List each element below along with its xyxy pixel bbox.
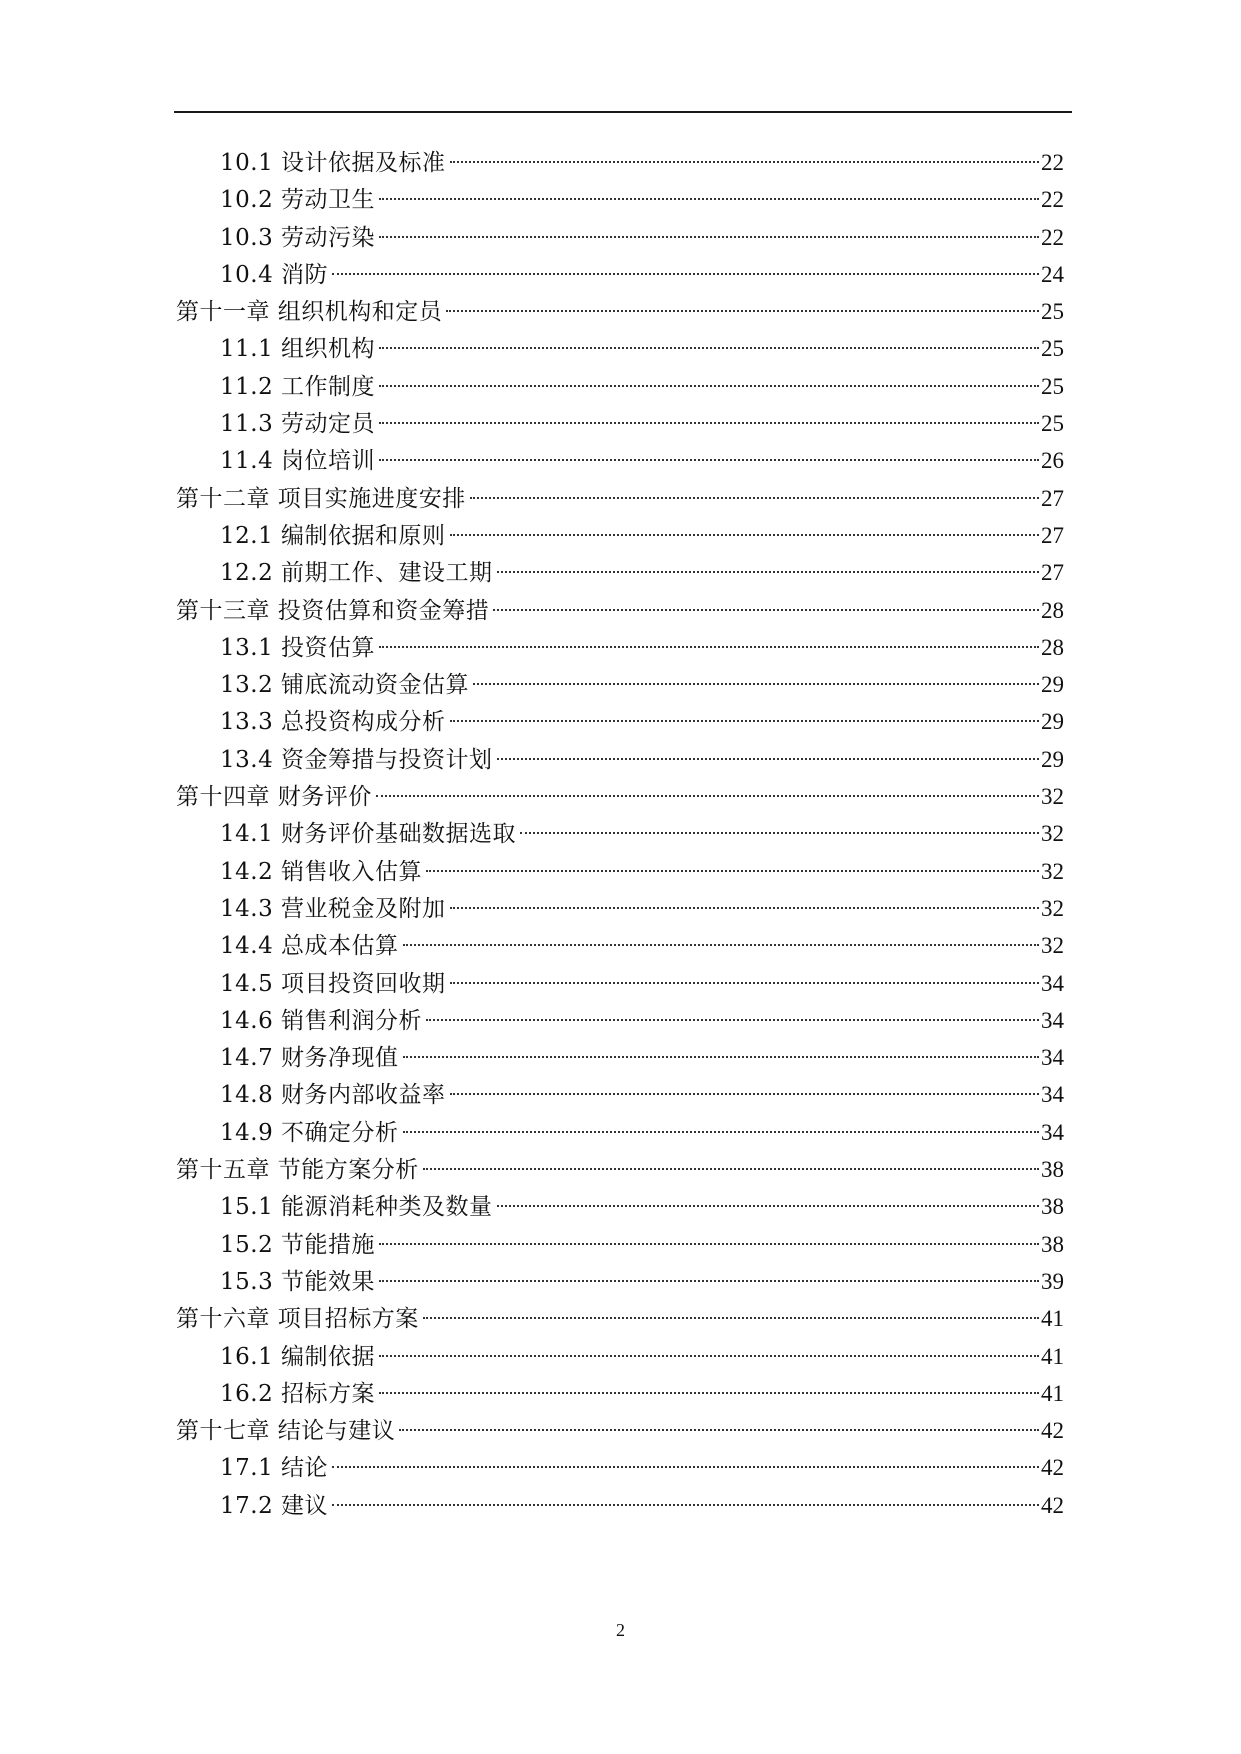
toc-entry-page-number: 24	[1041, 261, 1064, 287]
toc-entry-title: 11.4 岗位培训	[220, 448, 376, 475]
toc-section-entry[interactable]	[176, 890, 1064, 927]
toc-section-entry[interactable]	[176, 330, 1064, 367]
toc-entry-title: 第十一章 组织机构和定员	[176, 299, 443, 326]
toc-entry-page-number: 32	[1041, 784, 1064, 810]
toc-section-entry[interactable]	[176, 965, 1064, 1002]
toc-section-entry[interactable]	[176, 815, 1064, 852]
toc-entry-page-number: 29	[1041, 746, 1064, 772]
toc-dot-leader	[450, 907, 1039, 909]
toc-dot-leader	[426, 870, 1039, 872]
toc-section-entry[interactable]	[176, 741, 1064, 778]
toc-dot-leader	[399, 1429, 1039, 1431]
toc-entry-page-number: 32	[1041, 933, 1064, 959]
toc-chapter-entry[interactable]	[176, 592, 1064, 629]
toc-entry-title: 第十四章 财务评价	[176, 784, 372, 811]
toc-dot-leader	[379, 198, 1039, 200]
toc-entry-page-number: 27	[1041, 485, 1064, 511]
toc-entry-page-number: 29	[1041, 672, 1064, 698]
toc-dot-leader	[497, 571, 1039, 573]
toc-entry-page-number: 29	[1041, 709, 1064, 735]
toc-entry-title: 16.2 招标方案	[220, 1380, 376, 1407]
toc-dot-leader	[379, 1280, 1039, 1282]
toc-entry-title: 15.3 节能效果	[220, 1268, 376, 1295]
toc-section-entry[interactable]	[176, 181, 1064, 218]
toc-entry-title: 12.1 编制依据和原则	[220, 522, 446, 549]
toc-dot-leader	[376, 795, 1039, 797]
toc-dot-leader	[473, 683, 1039, 685]
toc-dot-leader	[379, 459, 1039, 461]
toc-section-entry[interactable]	[176, 666, 1064, 703]
toc-entry-title: 第十五章 节能方案分析	[176, 1157, 419, 1184]
toc-section-entry[interactable]	[176, 703, 1064, 740]
toc-section-entry[interactable]	[176, 554, 1064, 591]
toc-section-entry[interactable]	[176, 853, 1064, 890]
toc-entry-page-number: 41	[1041, 1343, 1064, 1369]
page-number: 2	[616, 1620, 625, 1640]
toc-section-entry[interactable]	[176, 629, 1064, 666]
toc-entry-page-number: 34	[1041, 1007, 1064, 1033]
toc-dot-leader	[379, 347, 1039, 349]
toc-dot-leader	[379, 1355, 1039, 1357]
toc-entry-title: 12.2 前期工作、建设工期	[220, 560, 493, 587]
toc-dot-leader	[520, 832, 1039, 834]
toc-entry-title: 14.8 财务内部收益率	[220, 1082, 446, 1109]
toc-entry-page-number: 32	[1041, 895, 1064, 921]
toc-entry-title: 11.3 劳动定员	[220, 411, 376, 438]
toc-section-entry[interactable]	[176, 1375, 1064, 1412]
toc-entry-title: 13.2 铺底流动资金估算	[220, 672, 470, 699]
toc-entry-title: 13.4 资金筹措与投资计划	[220, 746, 493, 773]
toc-entry-page-number: 38	[1041, 1157, 1064, 1183]
toc-entry-page-number: 38	[1041, 1194, 1064, 1220]
toc-entry-page-number: 34	[1041, 1119, 1064, 1145]
toc-chapter-entry[interactable]	[176, 1300, 1064, 1337]
toc-section-entry[interactable]	[176, 1002, 1064, 1039]
toc-dot-leader	[446, 310, 1039, 312]
toc-chapter-entry[interactable]	[176, 293, 1064, 330]
toc-entry-title: 15.2 节能措施	[220, 1231, 376, 1258]
toc-entry-title: 10.4 消防	[220, 261, 329, 288]
toc-dot-leader	[332, 1504, 1039, 1506]
toc-entry-page-number: 22	[1041, 187, 1064, 213]
header-rule	[174, 111, 1072, 113]
toc-entry-page-number: 28	[1041, 597, 1064, 623]
toc-entry-page-number: 32	[1041, 821, 1064, 847]
toc-section-entry[interactable]	[176, 517, 1064, 554]
toc-entry-title: 16.1 编制依据	[220, 1343, 376, 1370]
toc-dot-leader	[497, 758, 1039, 760]
toc-entry-page-number: 22	[1041, 224, 1064, 250]
toc-entry-title: 17.1 结论	[220, 1455, 329, 1482]
toc-entry-page-number: 22	[1041, 150, 1064, 175]
toc-dot-leader	[450, 1093, 1039, 1095]
toc-section-entry[interactable]	[176, 219, 1064, 256]
toc-chapter-entry[interactable]	[176, 1151, 1064, 1188]
toc-dot-leader	[332, 1466, 1039, 1468]
toc-entry-page-number: 27	[1041, 560, 1064, 586]
toc-dot-leader	[450, 982, 1039, 984]
toc-section-entry[interactable]	[176, 1338, 1064, 1375]
toc-section-entry[interactable]	[176, 405, 1064, 442]
toc-section-entry[interactable]	[176, 442, 1064, 479]
toc-chapter-entry[interactable]	[176, 778, 1064, 815]
toc-entry-page-number: 25	[1041, 336, 1064, 362]
toc-entry-page-number: 27	[1041, 522, 1064, 548]
toc-entry-title: 10.2 劳动卫生	[220, 187, 376, 214]
toc-entry-title: 10.1 设计依据及标准	[220, 150, 446, 176]
toc-entry-title: 13.1 投资估算	[220, 634, 376, 661]
toc-dot-leader	[379, 422, 1039, 424]
toc-dot-leader	[379, 236, 1039, 238]
toc-section-entry[interactable]	[176, 1188, 1064, 1225]
toc-entry-title: 第十六章 项目招标方案	[176, 1306, 419, 1333]
toc-entry-title: 14.5 项目投资回收期	[220, 970, 446, 997]
toc-entry-title: 17.2 建议	[220, 1492, 329, 1519]
toc-dot-leader	[450, 161, 1039, 163]
toc-entry-page-number: 38	[1041, 1231, 1064, 1257]
toc-entry-page-number: 28	[1041, 634, 1064, 660]
toc-entry-title: 14.2 销售收入估算	[220, 858, 423, 885]
toc-chapter-entry[interactable]	[176, 480, 1064, 517]
toc-entry-page-number: 42	[1041, 1492, 1064, 1518]
toc-dot-leader	[423, 1168, 1039, 1170]
toc-dot-leader	[450, 534, 1039, 536]
toc-entry-title: 15.1 能源消耗种类及数量	[220, 1194, 493, 1221]
toc-entry-page-number: 42	[1041, 1455, 1064, 1481]
toc-entry-title: 第十三章 投资估算和资金筹措	[176, 597, 490, 624]
toc-chapter-entry[interactable]	[176, 1412, 1064, 1449]
toc-entry-title: 14.1 财务评价基础数据选取	[220, 821, 517, 848]
toc-dot-leader	[497, 1205, 1039, 1207]
toc-entry-title: 14.6 销售利润分析	[220, 1007, 423, 1034]
toc-entry-page-number: 39	[1041, 1268, 1064, 1294]
toc-dot-leader	[332, 273, 1039, 275]
toc-section-entry[interactable]	[176, 144, 1064, 181]
toc-section-entry[interactable]	[176, 1114, 1064, 1151]
toc-dot-leader	[379, 1243, 1039, 1245]
toc-section-entry[interactable]	[176, 1076, 1064, 1113]
toc-entry-title: 11.1 组织机构	[220, 336, 376, 363]
toc-dot-leader	[403, 1131, 1039, 1133]
toc-entry-page-number: 25	[1041, 411, 1064, 437]
toc-entry-page-number: 34	[1041, 1045, 1064, 1071]
toc-dot-leader	[403, 944, 1039, 946]
toc-section-entry[interactable]	[176, 1039, 1064, 1076]
toc-dot-leader	[379, 646, 1039, 648]
toc-entry-title: 第十七章 结论与建议	[176, 1418, 396, 1445]
toc-section-entry[interactable]	[176, 927, 1064, 964]
toc-dot-leader	[470, 497, 1039, 499]
toc-section-entry[interactable]	[176, 368, 1064, 405]
toc-section-entry[interactable]	[176, 1226, 1064, 1263]
toc-entry-page-number: 26	[1041, 448, 1064, 474]
toc-entry-title: 14.9 不确定分析	[220, 1119, 399, 1146]
toc-section-entry[interactable]	[176, 256, 1064, 293]
toc-dot-leader	[426, 1019, 1039, 1021]
toc-entry-page-number: 32	[1041, 858, 1064, 884]
toc-entry-title: 14.4 总成本估算	[220, 933, 399, 960]
toc-entry-page-number: 41	[1041, 1306, 1064, 1332]
toc-dot-leader	[379, 385, 1039, 387]
toc-entry-title: 14.3 营业税金及附加	[220, 895, 446, 922]
toc-section-entry[interactable]	[176, 1263, 1064, 1300]
toc-entry-page-number: 41	[1041, 1380, 1064, 1406]
toc-section-entry[interactable]	[176, 1449, 1064, 1486]
toc-entry-page-number: 34	[1041, 970, 1064, 996]
toc-dot-leader	[379, 1392, 1039, 1394]
toc-entry-page-number: 25	[1041, 299, 1064, 325]
toc-entry-title: 11.2 工作制度	[220, 373, 376, 400]
toc-dot-leader	[450, 720, 1039, 722]
toc-entry-title: 14.7 财务净现值	[220, 1045, 399, 1072]
toc-entry-title: 10.3 劳动污染	[220, 224, 376, 251]
toc-entry-page-number: 42	[1041, 1418, 1064, 1444]
toc-entry-title: 第十二章 项目实施进度安排	[176, 485, 466, 512]
table-of-contents	[176, 144, 1064, 1524]
toc-dot-leader	[423, 1317, 1039, 1319]
toc-entry-page-number: 34	[1041, 1082, 1064, 1108]
toc-dot-leader	[403, 1056, 1039, 1058]
toc-entry-page-number: 25	[1041, 373, 1064, 399]
toc-section-entry[interactable]	[176, 1487, 1064, 1524]
toc-dot-leader	[493, 609, 1039, 611]
toc-entry-title: 13.3 总投资构成分析	[220, 709, 446, 736]
